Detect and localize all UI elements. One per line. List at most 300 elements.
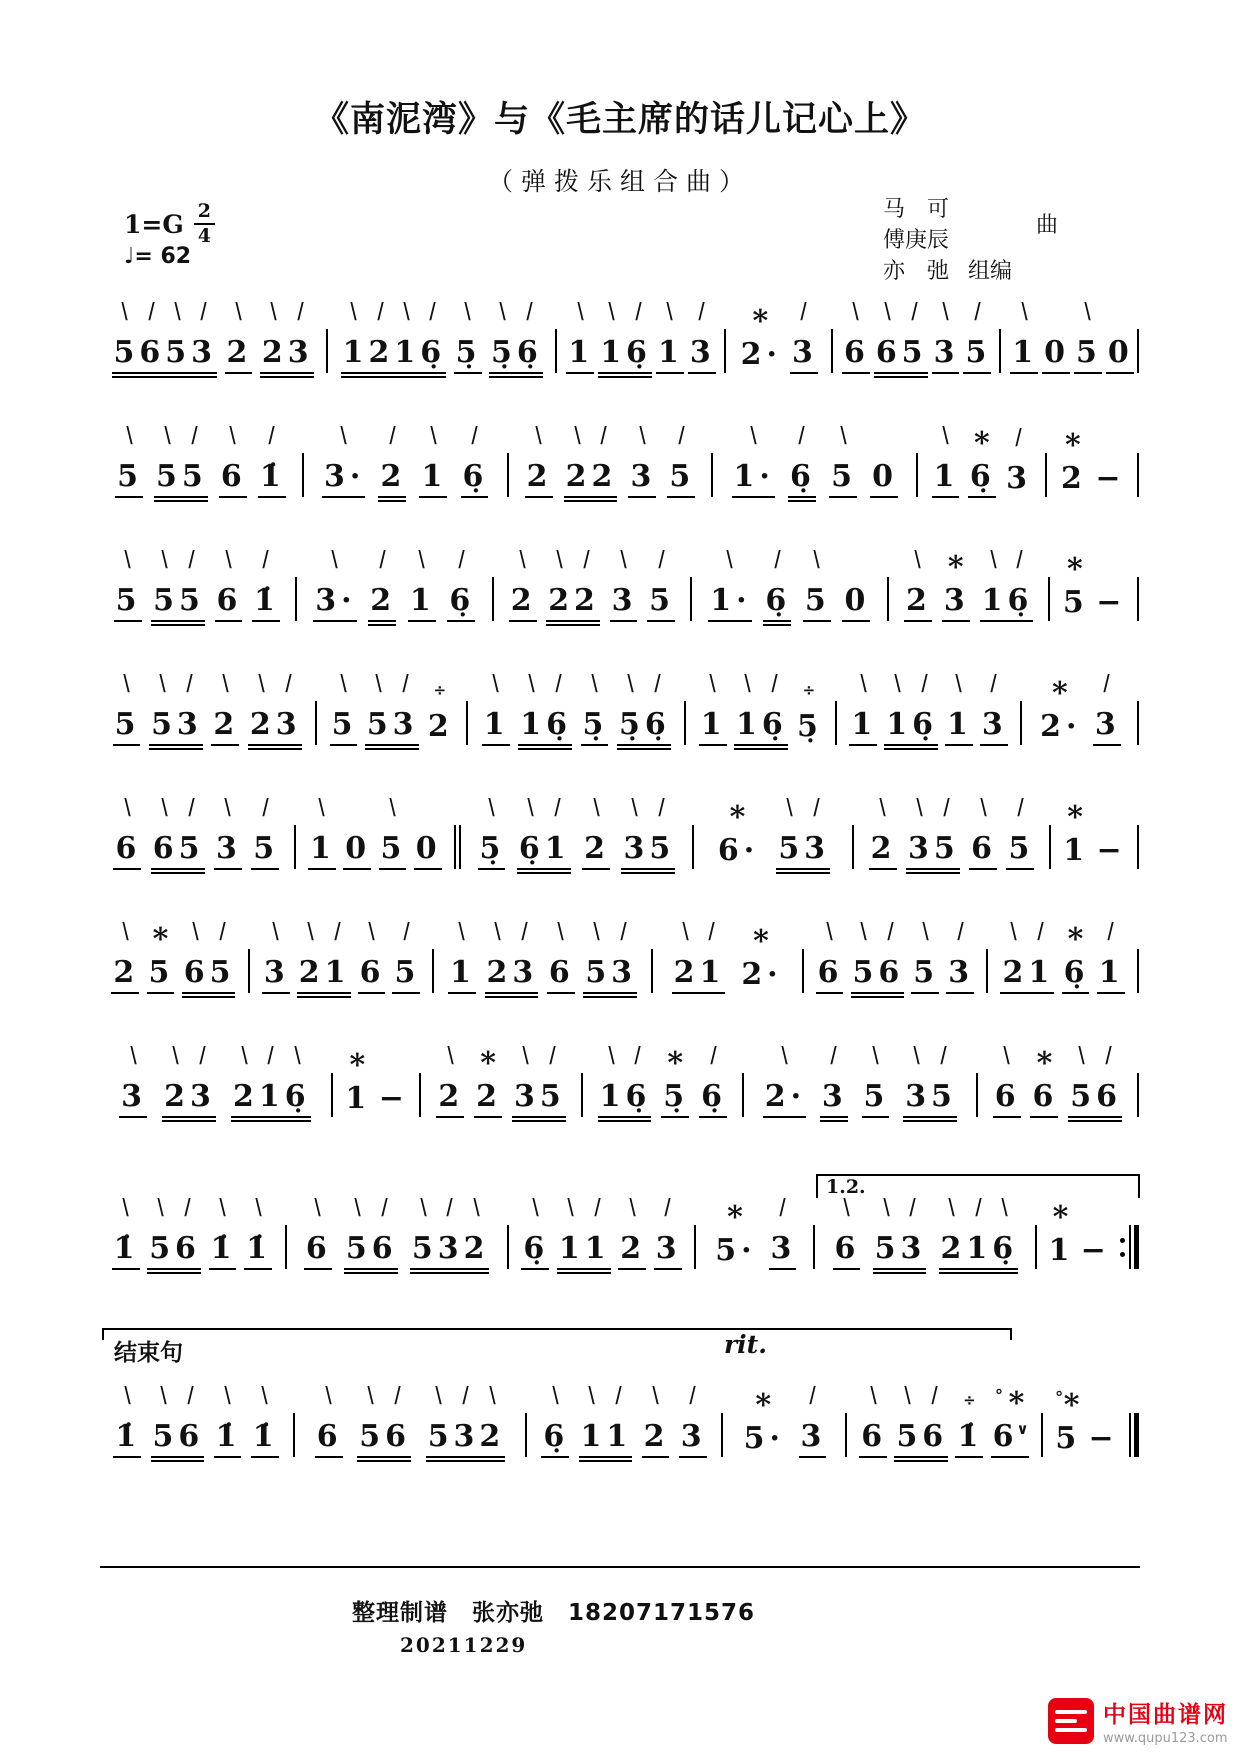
stroke-mark: *: [752, 304, 769, 339]
measure: [724, 1381, 844, 1458]
watermark-text: [1103, 1696, 1228, 1746]
thin-bar: [295, 577, 297, 621]
note-digits: −: [378, 1081, 409, 1116]
stroke-mark: /: [689, 1381, 696, 1409]
note-digits: 6̣: [763, 586, 791, 622]
measure: [1038, 1200, 1119, 1270]
stroke-mark: *: [973, 426, 990, 461]
note-digits: 1: [849, 710, 877, 746]
key-signature: [124, 202, 215, 246]
breath-mark: ∨: [1016, 1420, 1029, 1438]
note-digits: −: [1096, 585, 1127, 620]
stroke-mark: \: [121, 297, 128, 325]
note-digits: 2: [642, 1422, 670, 1458]
stroke-mark: \: [709, 669, 716, 697]
note-digits: 0: [414, 834, 442, 870]
stroke-mark: \: [839, 421, 847, 449]
barline: [466, 700, 468, 746]
note-token: [112, 297, 218, 374]
tremolo-marks: [113, 793, 141, 829]
stroke-mark: /: [779, 1193, 786, 1221]
measure: [528, 1381, 720, 1458]
note-digits: 3: [688, 338, 716, 374]
thin-bar: [507, 1225, 509, 1269]
rit-label: rit.: [724, 1330, 767, 1359]
note-digits: 6: [219, 462, 247, 498]
note-token: [969, 793, 998, 870]
note-digits: 35: [621, 834, 675, 870]
measure-row: [100, 1381, 1140, 1458]
stroke-mark: \: [340, 421, 347, 449]
composer-row: [883, 194, 1012, 225]
thin-bar: [302, 453, 304, 497]
note-token: [379, 793, 407, 870]
stroke-mark: \: [573, 421, 581, 449]
tremolo-marks: [739, 304, 782, 339]
stroke-mark: /: [403, 917, 410, 945]
volta-label: 1.2.: [826, 1176, 866, 1198]
thin-bar: [1137, 329, 1139, 373]
note-digits: 5: [803, 586, 831, 622]
stroke-mark: /: [333, 917, 341, 945]
composer-name: 马 可: [882, 197, 949, 222]
stroke-mark: /: [830, 1041, 837, 1069]
thin-bar: [419, 1073, 421, 1117]
note-token: [820, 1041, 848, 1118]
note-digits: 56: [357, 1422, 411, 1458]
stroke-mark: /: [268, 421, 275, 449]
stroke-mark: \: [922, 917, 929, 945]
note-digits: 0: [1106, 338, 1134, 374]
note-digits: 1: [482, 710, 510, 746]
stroke-mark: \: [492, 669, 499, 697]
note-digits: 6: [315, 1422, 343, 1458]
stroke-mark: *: [667, 1046, 684, 1081]
key-label: 1=G: [124, 209, 184, 239]
note-token: [251, 1381, 279, 1458]
stroke-mark: \: [122, 917, 129, 945]
stroke-mark: /: [975, 1193, 982, 1221]
stroke-mark: *: [1067, 922, 1084, 957]
stroke-mark: \: [314, 1193, 321, 1221]
note-token: [862, 1041, 890, 1118]
note-token: [1074, 297, 1102, 374]
repeat-dots: [1120, 1225, 1125, 1269]
note-token: [739, 304, 782, 374]
tremolo-marks: [833, 1193, 861, 1229]
tremolo-marks: [521, 1193, 549, 1229]
note-token: [906, 793, 960, 870]
note-token: [870, 430, 898, 498]
stroke-mark: /: [394, 1381, 401, 1409]
note-token: [461, 421, 489, 498]
stroke-mark: \: [318, 793, 326, 821]
note-token: [1030, 1046, 1059, 1118]
note-token: [803, 545, 831, 622]
note-token: [251, 793, 280, 870]
note-digits: 6: [215, 586, 243, 622]
stroke-mark: \: [129, 1041, 137, 1069]
tremolo-marks: [112, 297, 218, 333]
measure-row: [100, 793, 1140, 870]
note-token: [408, 545, 436, 622]
note-digits: 1̇: [214, 1422, 242, 1458]
tremolo-marks: [426, 1381, 506, 1417]
stroke-mark: /: [1014, 423, 1022, 451]
stroke-mark: /: [554, 793, 561, 821]
note-token: [341, 297, 447, 374]
stroke-mark: \: [750, 421, 757, 449]
note-digits: 6: [969, 834, 997, 870]
note-token: [582, 793, 610, 870]
tremolo-marks: [151, 545, 205, 581]
note-digits: 2·: [1040, 709, 1082, 744]
note-token: [991, 1386, 1029, 1458]
note-token: [448, 917, 476, 994]
stroke-mark: \: [159, 669, 166, 697]
note-token: [113, 669, 141, 746]
stroke-mark: /: [379, 545, 386, 573]
note-token: [579, 1381, 633, 1458]
score-lines: [100, 250, 1140, 1458]
tremolo-marks: [377, 1052, 409, 1079]
note-digits: 2: [904, 586, 932, 622]
stroke-mark: \: [872, 1041, 879, 1069]
tremolo-marks: [358, 917, 386, 953]
note-token: [368, 545, 397, 622]
note-digits: 2: [225, 338, 253, 374]
note-digits: 6: [993, 1082, 1021, 1118]
note-digits: 3: [214, 834, 242, 870]
volta-bracket: [816, 1174, 1140, 1198]
stroke-mark: *: [755, 1388, 772, 1423]
tremolo-marks: [963, 297, 991, 333]
stroke-mark: \: [488, 1381, 496, 1409]
note-digits: 56: [851, 958, 905, 994]
barline: [507, 452, 509, 498]
thin-bar: [976, 1073, 978, 1117]
stroke-mark: /: [187, 1381, 194, 1409]
tremolo-marks: [525, 421, 553, 457]
stroke-mark: \: [499, 297, 506, 325]
note-digits: 1̇: [112, 1234, 140, 1270]
note-digits: 23: [248, 710, 302, 746]
barline: [887, 576, 889, 622]
stroke-mark: \: [1010, 917, 1018, 945]
thin-bar: [813, 1225, 815, 1269]
measure: [462, 793, 691, 870]
note-token: [365, 669, 419, 746]
note-digits: 3: [946, 958, 974, 994]
barline: [711, 452, 713, 498]
footer-date: 20211229: [400, 1633, 528, 1657]
barline: [813, 1224, 815, 1270]
stroke-mark: /: [377, 297, 384, 325]
note-token: [485, 917, 539, 994]
note-token: [904, 545, 932, 622]
note-digits: 3: [679, 1422, 707, 1458]
note-digits: 6: [1030, 1082, 1058, 1118]
note-digits: 5: [1055, 1421, 1082, 1456]
tremolo-marks: [315, 1381, 343, 1417]
tremolo-marks: [308, 793, 336, 829]
stroke-mark: \: [726, 545, 734, 573]
note-token: [151, 793, 205, 870]
stroke-mark: \: [607, 1041, 615, 1069]
tremolo-marks: [1030, 1046, 1058, 1081]
measure-row: [100, 1041, 1140, 1118]
note-digits: 56: [151, 1422, 205, 1458]
stroke-mark: /: [389, 421, 396, 449]
stroke-mark: \: [894, 669, 901, 697]
stroke-mark: \: [458, 917, 466, 945]
note-digits: 5̣6̣: [489, 338, 543, 374]
note-token: [849, 669, 878, 746]
note-digits: 532: [410, 1234, 490, 1270]
stroke-mark: \: [157, 1193, 164, 1221]
stroke-mark: /: [555, 669, 562, 697]
note-token: [739, 924, 783, 994]
stroke-mark: /: [909, 1193, 917, 1221]
stroke-mark: \: [942, 297, 949, 325]
barline: [1035, 1224, 1037, 1270]
measure: [687, 669, 834, 746]
stroke-mark: \: [224, 1381, 231, 1409]
thin-bar: [831, 329, 833, 373]
note-digits: 56: [894, 1422, 948, 1458]
note-digits: 16̣: [598, 1082, 652, 1118]
stroke-mark: \: [488, 793, 495, 821]
note-digits: 2·: [763, 1082, 806, 1118]
tremolo-marks: [993, 1041, 1021, 1077]
measure: [100, 1193, 284, 1270]
stroke-mark: /: [446, 1193, 453, 1221]
note-token: [258, 421, 286, 498]
tremolo-marks: [244, 1193, 272, 1229]
footer: [100, 1566, 1140, 1657]
note-token: [1059, 428, 1087, 498]
note-token: [454, 297, 482, 374]
stroke-mark: \: [258, 669, 265, 697]
measure: [305, 421, 506, 498]
note-digits: 5·: [715, 1233, 757, 1268]
watermark: [1048, 1696, 1228, 1746]
stroke-mark: \: [627, 669, 634, 697]
stroke-mark: *: [729, 800, 746, 835]
measure-row: [100, 1176, 1140, 1270]
barline: [331, 1072, 333, 1118]
stroke-mark: \: [331, 545, 339, 573]
thin-bar: [1045, 453, 1047, 497]
tremolo-marks: [583, 917, 637, 953]
thin-bar: [1137, 577, 1139, 621]
thin-bar: [315, 701, 317, 745]
composer-role-arranger: 组编: [967, 259, 1012, 284]
note-token: [713, 1200, 757, 1270]
measure: [654, 917, 801, 994]
note-token: [358, 917, 386, 994]
note-digits: 5̣6̣: [617, 710, 671, 746]
note-token: [790, 297, 818, 374]
note-token: [474, 1046, 503, 1118]
time-numerator: 2: [194, 202, 215, 225]
note-token: [343, 802, 371, 870]
note-token: [1094, 556, 1126, 622]
note-digits: 6: [859, 1422, 887, 1458]
thin-bar: [887, 577, 889, 621]
note-token: [304, 1193, 332, 1270]
thin-bar: [581, 1073, 583, 1117]
stroke-mark: \: [473, 1193, 480, 1221]
thin-bar: [1129, 1413, 1131, 1457]
tremolo-marks: [215, 545, 243, 581]
stroke-mark: \: [955, 669, 963, 697]
stroke-mark: /: [910, 297, 918, 325]
tremolo-marks: [426, 680, 454, 707]
note-digits: 3: [820, 1082, 848, 1118]
stroke-mark: /: [1105, 1041, 1112, 1069]
note-digits: 56: [344, 1234, 398, 1270]
note-token: [1053, 1388, 1082, 1458]
tremolo-marks: [211, 669, 239, 705]
tremolo-marks: [618, 1193, 646, 1229]
note-token: [262, 917, 290, 994]
note-token: [313, 545, 357, 622]
note-digits: 1̇: [113, 1422, 141, 1458]
barline: [976, 1072, 978, 1118]
tremolo-marks: [1068, 1041, 1122, 1077]
tremolo-marks: [661, 1046, 689, 1081]
note-token: [842, 554, 870, 622]
thin-bar: [916, 453, 918, 497]
stroke-mark: \: [843, 1193, 850, 1221]
note-digits: 6̣: [541, 1422, 569, 1458]
barline: [1137, 576, 1139, 622]
measure: [1052, 800, 1136, 870]
stroke-mark: /: [200, 297, 207, 325]
note-digits: 1̇: [251, 1422, 279, 1458]
note-digits: 1·: [708, 586, 751, 622]
note-token: [244, 1193, 272, 1270]
thin-bar: [331, 1073, 333, 1117]
stroke-mark: \: [1001, 1193, 1009, 1221]
note-token: [621, 793, 676, 870]
note-token: [1068, 1041, 1123, 1118]
stroke-mark: /: [708, 917, 716, 945]
stroke-mark: °: [994, 1386, 1003, 1405]
music-line: [100, 746, 1140, 870]
note-token: [859, 1381, 888, 1458]
barline: [1045, 452, 1047, 498]
stroke-mark: \: [241, 1041, 248, 1069]
ending-label: 结束句: [114, 1340, 183, 1366]
thin-bar: [525, 1413, 527, 1457]
music-line: [100, 1270, 1140, 1458]
measure: [805, 917, 986, 994]
stroke-mark: \: [161, 545, 168, 573]
stroke-mark: \: [744, 669, 751, 697]
stroke-mark: \: [368, 917, 375, 945]
barline: [419, 1072, 421, 1118]
note-token: [426, 1381, 506, 1458]
thin-bar: [1020, 701, 1022, 745]
note-token: [932, 421, 960, 498]
stroke-mark: /: [147, 297, 155, 325]
note-digits: 5̣: [797, 709, 823, 744]
tremolo-marks: [790, 297, 818, 333]
measure: [100, 421, 301, 498]
measure: [422, 1041, 579, 1118]
note-token: [410, 1193, 490, 1270]
tremolo-marks: [518, 669, 572, 705]
note-digits: 2: [618, 1234, 646, 1270]
note-token: [509, 545, 537, 622]
tremolo-marks: [732, 421, 775, 457]
note-digits: 6̣: [788, 462, 816, 498]
note-digits: 6·: [717, 833, 760, 868]
note-digits: −: [1088, 1421, 1119, 1456]
note-token: [378, 421, 407, 498]
note-digits: 6̣: [1062, 958, 1090, 994]
stroke-mark: \: [307, 917, 314, 945]
note-token: [322, 421, 366, 498]
tremolo-marks: [991, 1386, 1029, 1421]
page-title: 《南泥湾》与《毛主席的话儿记心上》: [313, 100, 926, 140]
note-token: [769, 1193, 797, 1270]
measure: [510, 421, 711, 498]
note-digits: 53: [776, 834, 830, 870]
barline: [916, 452, 918, 498]
stroke-mark: \: [652, 1381, 659, 1409]
note-token: [1093, 432, 1125, 498]
note-token: [829, 421, 857, 498]
note-token: [392, 917, 421, 994]
note-token: [776, 793, 831, 870]
note-digits: 5: [1062, 585, 1089, 620]
note-token: [708, 545, 752, 622]
note-token: [566, 297, 595, 374]
measure: [1023, 669, 1136, 746]
note-token: [628, 421, 657, 498]
note-digits: 6: [833, 1234, 861, 1270]
note-token: [610, 545, 638, 622]
tremolo-marks: [906, 793, 960, 829]
stroke-mark: \: [989, 545, 997, 573]
tremolo-marks: [617, 669, 671, 705]
note-token: [1106, 306, 1134, 374]
note-digits: 6∨: [991, 1422, 1029, 1458]
tremolo-marks: [119, 1041, 147, 1077]
music-line: [100, 994, 1140, 1118]
stroke-mark: \: [948, 1193, 955, 1221]
stroke-mark: /: [798, 421, 806, 449]
stroke-mark: \: [160, 1381, 168, 1409]
stroke-mark: /: [1107, 917, 1114, 945]
stroke-mark: *: [1063, 1388, 1080, 1423]
note-digits: 55: [151, 586, 205, 622]
measure: [697, 1193, 812, 1270]
tremolo-marks: [579, 1381, 633, 1417]
note-token: [945, 669, 973, 746]
tremolo-marks: [219, 421, 247, 457]
stroke-mark: /: [800, 297, 808, 325]
stroke-mark: \: [681, 917, 689, 945]
measure: [890, 545, 1047, 622]
note-token: [308, 793, 336, 870]
stroke-mark: \: [174, 297, 181, 325]
tremolo-marks: [946, 917, 974, 953]
tremolo-marks: [341, 297, 447, 333]
